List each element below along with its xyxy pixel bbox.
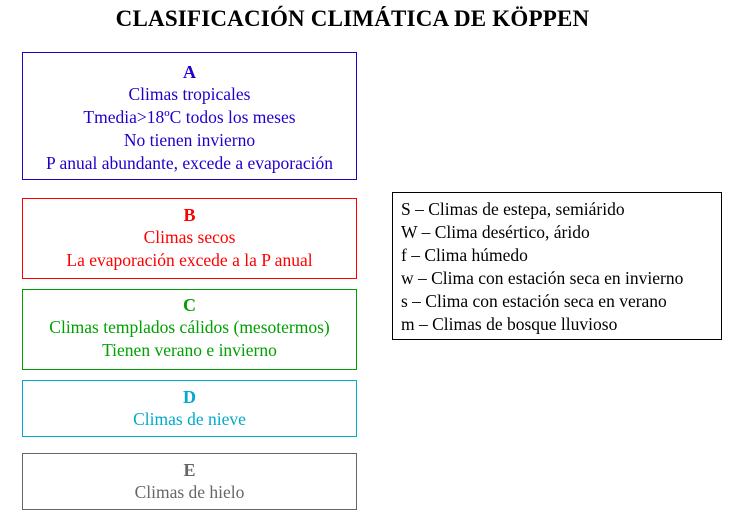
group-a-line-2: Tmedia>18ºC todos los meses xyxy=(83,107,296,127)
group-a-line-4: P anual abundante, excede a evaporación xyxy=(46,153,333,173)
group-c-letter: C xyxy=(183,295,196,315)
subtype-legend-box xyxy=(392,192,722,340)
group-b-line-1: Climas secos xyxy=(143,227,236,247)
group-a-letter: A xyxy=(183,62,196,82)
group-e-box xyxy=(22,453,357,510)
group-d-line-1: Climas de nieve xyxy=(133,409,246,429)
group-e-letter: E xyxy=(183,460,196,480)
group-a-line-1: Climas tropicales xyxy=(128,84,251,104)
group-a-box xyxy=(22,52,357,180)
group-b-line-2: La evaporación excede a la P anual xyxy=(66,250,313,270)
group-b-box xyxy=(22,198,357,279)
group-e-line-1: Climas de hielo xyxy=(134,482,245,502)
legend-item-s-lower: s – Clima con estación seca en verano xyxy=(401,291,667,311)
group-b-letter: B xyxy=(183,205,196,225)
group-a-line-3: No tienen invierno xyxy=(123,130,256,150)
legend-item-w-lower: w – Clima con estación seca en invierno xyxy=(401,268,684,288)
legend-item-m: m – Climas de bosque lluvioso xyxy=(401,314,618,334)
group-c-line-2: Tienen verano e invierno xyxy=(102,340,277,360)
legend-item-w-upper: W – Clima desértico, árido xyxy=(401,222,590,242)
group-d-box xyxy=(22,380,357,437)
legend-item-f: f – Clima húmedo xyxy=(401,245,528,265)
legend-item-s: S – Climas de estepa, semiárido xyxy=(401,199,625,219)
group-c-box xyxy=(22,289,357,370)
diagram-title: CLASIFICACIÓN CLIMÁTICA DE KÖPPEN xyxy=(115,6,590,31)
group-d-letter: D xyxy=(183,387,196,407)
group-c-line-1: Climas templados cálidos (mesotermos) xyxy=(49,317,330,337)
